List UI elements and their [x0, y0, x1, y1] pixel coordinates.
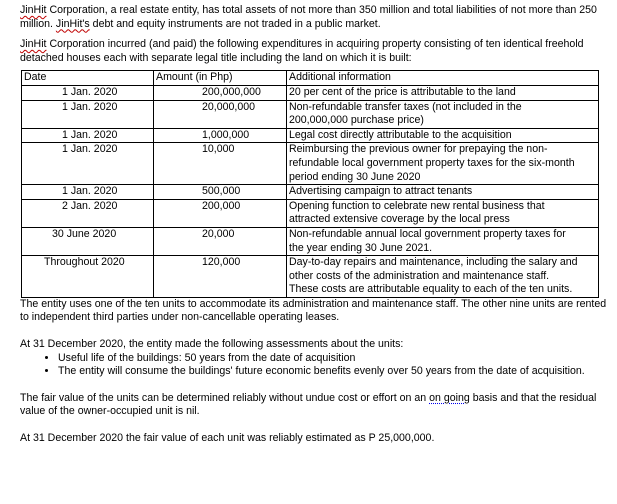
row-amount: 20,000: [154, 227, 287, 255]
table-row: [22, 85, 599, 100]
fair-value-estimate: At 31 December 2020 the fair value of each unit was reliably estimated as P 25,000,000.: [20, 432, 435, 445]
info-line: Advertising campaign to attract tenants: [289, 185, 473, 198]
intro-paragraph-1: [20, 4, 612, 31]
intro-paragraph-2: [20, 38, 612, 65]
info-line: period ending 30 June 2020: [289, 170, 421, 183]
row-amount: 200,000,000: [154, 85, 287, 100]
info-line: refundable local government property taxes for the six-month: [289, 156, 575, 169]
row-date: 1 Jan. 2020: [22, 143, 154, 185]
assessment-list: [20, 352, 612, 379]
table-row: [22, 143, 599, 185]
row-date: 1 Jan. 2020: [22, 185, 154, 200]
row-info: [287, 227, 599, 255]
table-row: [22, 128, 599, 143]
info-line: Opening function to celebrate new rental business that: [289, 199, 545, 212]
list-item: • The entity will consume the buildings' future economic benefits evenly over 50 years from the date of acquisition.: [58, 365, 612, 379]
intro-text-2: Corporation incurred (and paid) the following expenditures in acquiring property consisting of ten identical freehold detached houses each with separate legal title including the land on which it is built:: [20, 38, 584, 64]
row-amount: 200,000: [154, 199, 287, 227]
entity-name: JinHit: [20, 4, 47, 16]
info-line: Day-to-day repairs and maintenance, including the salary and: [289, 256, 578, 269]
info-line: attracted extensive coverage by the local press: [289, 213, 510, 226]
info-line: other costs of the administration and maintenance staff.: [289, 269, 550, 282]
table-row: [22, 185, 599, 200]
info-line: Legal cost directly attributable to the acquisition: [289, 128, 512, 141]
row-amount: 1,000,000: [154, 128, 287, 143]
row-info: [287, 185, 599, 200]
row-info: [287, 85, 599, 100]
table-row: [22, 256, 599, 298]
list-item: • Useful life of the buildings: 50 years from the date of acquisition: [58, 352, 612, 366]
row-amount: 120,000: [154, 256, 287, 298]
intro-text-1: Corporation, a real estate entity, has total assets of not more than 350 million and total liabilities of not more than 250 million.: [20, 4, 597, 30]
row-amount: 500,000: [154, 185, 287, 200]
expenditure-table: [21, 70, 599, 298]
assessment-intro: At 31 December 2020, the entity made the following assessments about the units:: [20, 338, 404, 351]
row-amount: 10,000: [154, 143, 287, 185]
fair-value-paragraph: [20, 392, 612, 419]
on-going-link[interactable]: on going: [429, 391, 470, 404]
header-info: Additional information: [287, 71, 599, 86]
usage-paragraph: The entity uses one of the ten units to accommodate its administration and maintenance staff. The other nine units are rented to independent third parties under non-cancellable operating leases.: [20, 297, 607, 324]
info-line: These costs are attributable equality to each of the ten units.: [289, 283, 573, 296]
info-line: Reimbursing the previous owner for prepaying the non-: [289, 143, 548, 156]
row-info: [287, 256, 599, 298]
table-header-row: [22, 71, 599, 86]
table-row: [22, 199, 599, 227]
row-date: Throughout 2020: [22, 256, 154, 298]
info-line: Non-refundable annual local government property taxes for: [289, 227, 566, 240]
row-date: 30 June 2020: [22, 227, 154, 255]
table-row: [22, 227, 599, 255]
row-date: 1 Jan. 2020: [22, 100, 154, 128]
fair-value-text-a: The fair value of the units can be determined reliably without undue cost or effort on an: [20, 391, 430, 404]
row-info: [287, 100, 599, 128]
row-info: [287, 128, 599, 143]
row-info: [287, 199, 599, 227]
info-line: 20 per cent of the price is attributable to the land: [289, 85, 516, 98]
row-date: 2 Jan. 2020: [22, 199, 154, 227]
table-row: [22, 100, 599, 128]
row-date: 1 Jan. 2020: [22, 128, 154, 143]
fair-value-text-b: basis and that the residual value of the owner-occupied unit is nil.: [20, 391, 597, 418]
row-info: [287, 143, 599, 185]
intro-text-1b: debt and equity instruments are not traded in a public market.: [89, 17, 381, 30]
info-line: Non-refundable transfer taxes (not included in the: [289, 100, 522, 113]
info-line: the year ending 30 June 2021.: [289, 241, 433, 254]
document: [20, 4, 612, 446]
row-date: 1 Jan. 2020: [22, 85, 154, 100]
info-line: 200,000,000 purchase price): [289, 114, 424, 127]
header-date: Date: [22, 71, 154, 86]
header-amount: Amount (in Php): [154, 71, 287, 86]
entity-name: JinHit: [20, 38, 47, 51]
row-amount: 20,000,000: [154, 100, 287, 128]
entity-name-possessive: JinHit's: [55, 17, 90, 30]
